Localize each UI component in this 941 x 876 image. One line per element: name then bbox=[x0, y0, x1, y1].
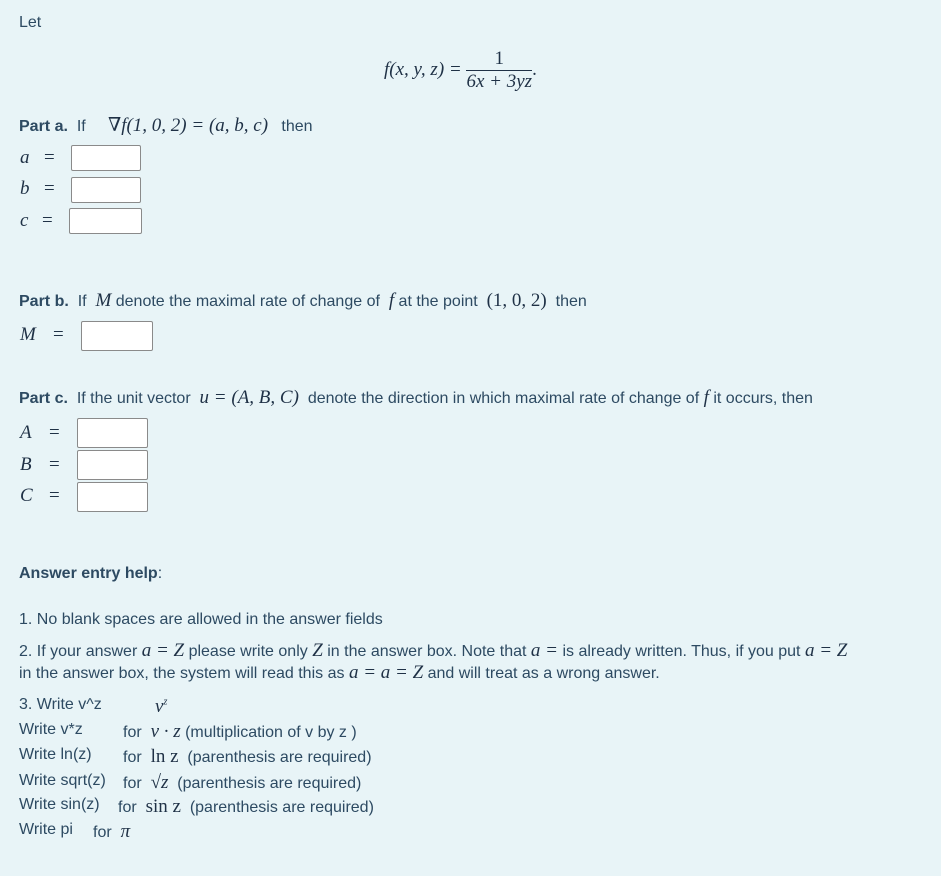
text: 2. If your answer bbox=[19, 643, 138, 660]
text: please write only bbox=[188, 643, 308, 660]
help-row bbox=[19, 721, 357, 742]
help-row bbox=[19, 746, 372, 767]
if-text: If bbox=[76, 118, 86, 135]
text: and will treat as a wrong answer. bbox=[427, 665, 660, 682]
part-a-label: Part a. bbox=[19, 118, 68, 135]
help-item-2-line-1 bbox=[19, 640, 847, 662]
var-m-label: M bbox=[20, 324, 36, 345]
part-c-text: If the unit vector bbox=[76, 390, 191, 407]
for-text: for bbox=[118, 799, 137, 816]
answer-B-input[interactable] bbox=[77, 450, 148, 480]
var-A-label: A bbox=[20, 422, 32, 443]
part-c-label: Part c. bbox=[19, 390, 68, 407]
math: a = bbox=[530, 640, 558, 661]
function-definition bbox=[384, 48, 537, 93]
help-row-rest bbox=[93, 821, 130, 843]
part-a-prompt bbox=[19, 114, 313, 137]
answer-a-input[interactable] bbox=[71, 145, 141, 171]
fraction bbox=[466, 48, 532, 93]
answer-m-input[interactable] bbox=[81, 321, 153, 351]
for-text: for bbox=[123, 775, 142, 792]
base: v bbox=[155, 696, 164, 717]
for-text: for bbox=[93, 824, 112, 841]
gradient-expression: ∇f(1, 0, 2) = (a, b, c) bbox=[107, 115, 269, 136]
part-c-prompt bbox=[19, 387, 813, 409]
help-row-rest bbox=[123, 746, 372, 768]
math: a = Z bbox=[141, 640, 185, 661]
help-item-2-line-2 bbox=[19, 662, 660, 684]
note: (multiplication of v by z ) bbox=[185, 724, 357, 741]
help-row bbox=[19, 796, 374, 817]
math: a = Z bbox=[804, 640, 848, 661]
text: in the answer box. Note that bbox=[327, 643, 527, 660]
help-row bbox=[19, 696, 168, 717]
math: ln z bbox=[150, 746, 179, 767]
syntax: Write ln(z) bbox=[19, 746, 92, 763]
text: in the answer box, the system will read this as bbox=[19, 665, 345, 682]
note: (parenthesis are required) bbox=[189, 799, 374, 816]
part-b-text: denote the maximal rate of change of bbox=[115, 293, 380, 310]
note: (parenthesis are required) bbox=[177, 775, 362, 792]
then-text: then bbox=[555, 293, 587, 310]
answer-c-input[interactable] bbox=[69, 208, 142, 234]
syntax: 3. Write v^z bbox=[19, 696, 102, 713]
equals: = bbox=[49, 454, 60, 475]
help-row-rest bbox=[123, 721, 357, 743]
note: (parenthesis are required) bbox=[187, 749, 372, 766]
text: is already written. Thus, if you put bbox=[562, 643, 801, 660]
answer-b-input[interactable] bbox=[71, 177, 141, 203]
colon: : bbox=[157, 565, 163, 582]
unit-vector: u = (A, B, C) bbox=[199, 387, 299, 408]
var-C-label: C bbox=[20, 485, 33, 506]
var-c-label: c bbox=[20, 210, 29, 231]
syntax: Write v*z bbox=[19, 721, 83, 738]
math: π bbox=[120, 821, 131, 842]
point: (1, 0, 2) bbox=[486, 290, 547, 311]
math: √z bbox=[150, 772, 169, 793]
for-text: for bbox=[123, 749, 142, 766]
numerator: 1 bbox=[466, 48, 532, 71]
intro-text: Let bbox=[19, 14, 42, 31]
denominator: 6x + 3yz bbox=[466, 71, 533, 92]
help-title-text: Answer entry help bbox=[19, 565, 158, 582]
equals: = bbox=[49, 422, 60, 443]
math: Z bbox=[312, 640, 323, 661]
answer-C-input[interactable] bbox=[77, 482, 148, 512]
equals: = bbox=[42, 210, 53, 231]
var-m: M bbox=[95, 290, 112, 311]
help-title bbox=[19, 565, 162, 583]
part-c-text: denote the direction in which maximal rate of change of bbox=[307, 390, 700, 407]
var-f: f bbox=[388, 290, 395, 311]
help-item-1: 1. No blank spaces are allowed in the answer fields bbox=[19, 611, 383, 628]
period: . bbox=[532, 58, 537, 80]
help-row-rest bbox=[118, 796, 374, 818]
syntax: Write pi bbox=[19, 821, 73, 838]
if-text: If bbox=[77, 293, 87, 310]
help-row bbox=[19, 772, 362, 793]
equals: = bbox=[44, 178, 55, 199]
exponent: z bbox=[163, 696, 168, 708]
function-lhs: f(x, y, z) = bbox=[384, 58, 462, 80]
var-f: f bbox=[703, 387, 709, 408]
math bbox=[155, 696, 167, 718]
var-a-label: a bbox=[20, 147, 30, 168]
math: v · z bbox=[150, 721, 181, 742]
equals: = bbox=[44, 147, 55, 168]
then-text: then bbox=[281, 118, 313, 135]
for-text: for bbox=[123, 724, 142, 741]
math: a = a = Z bbox=[348, 662, 424, 683]
answer-A-input[interactable] bbox=[77, 418, 148, 448]
part-c-text: it occurs, then bbox=[713, 390, 813, 407]
equals: = bbox=[49, 485, 60, 506]
part-b-text: at the point bbox=[398, 293, 478, 310]
var-B-label: B bbox=[20, 454, 32, 475]
equals: = bbox=[53, 324, 64, 345]
math: sin z bbox=[145, 796, 181, 817]
part-b-label: Part b. bbox=[19, 293, 69, 310]
help-row bbox=[19, 821, 131, 842]
part-b-prompt bbox=[19, 290, 587, 312]
syntax: Write sqrt(z) bbox=[19, 772, 106, 789]
var-b-label: b bbox=[20, 178, 30, 199]
syntax: Write sin(z) bbox=[19, 796, 100, 813]
help-row-rest bbox=[123, 772, 361, 794]
